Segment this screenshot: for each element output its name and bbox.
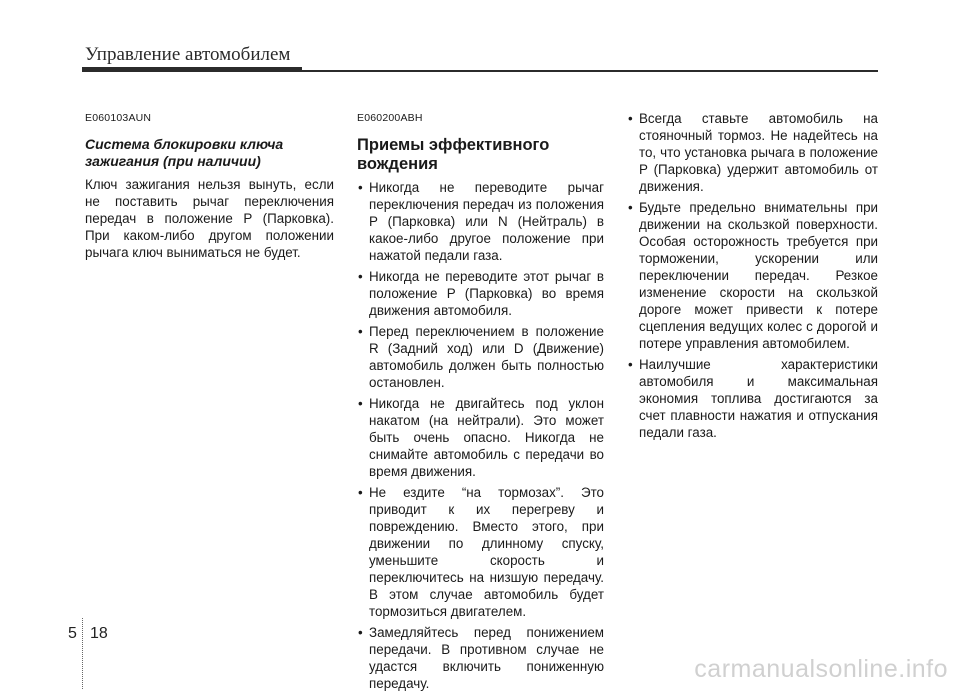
section-heading — [357, 136, 604, 174]
header-rule-thin — [82, 70, 878, 72]
section-paragraph: Ключ зажигания нельзя вынуть, если не поставить рычаг переключения передач в положение P (Парковка). При каком-либо другом положении рычага ключ выниматься не будет. — [85, 177, 334, 260]
list-item: • Наилучшие характеристики автомобиля и максимальная экономия топлива достигаются за счет плавности нажатия и отпускания педали газа. — [627, 356, 878, 441]
section-code: E060200ABH — [357, 112, 423, 124]
page-title: Управление автомобилем — [85, 44, 291, 65]
column-driving-tips — [357, 110, 604, 696]
heading-line-2: вождения — [357, 155, 438, 173]
list-item: • Никогда не переводите рычаг переключения передач из положения P (Парковка) или N (Нейтраль) в какое-либо другое положение при нажатой педали газа. — [357, 179, 604, 264]
list-item: • Замедляйтесь перед понижением передачи. В противном случае не удастся включить пониженную передачу. — [357, 624, 604, 692]
section-code: E060103AUN — [85, 112, 152, 124]
column-ignition-lock — [85, 110, 334, 261]
column-driving-tips-continued — [627, 110, 878, 445]
subheading-line-2: зажигания (при наличии) — [85, 153, 261, 169]
list-item: • Не ездите “на тормозах”. Это приводит к их перегреву и повреждению. Вместо этого, при движении по длинному спуску, уменьшите скорость и переключитесь на низшую передачу. В этом случае автомобиль будет тормозиться двигателем. — [357, 484, 604, 620]
list-item: • Никогда не переводите этот рычаг в положение P (Парковка) во время движения автомобиля. — [357, 268, 604, 319]
page-number: 18 — [90, 625, 108, 642]
tips-list-continued — [627, 110, 878, 441]
list-item: • Никогда не двигайтесь под уклон накатом (на нейтрали). Это может быть очень опасно. Никогда не снимайте автомобиль с передачи во время движения. — [357, 395, 604, 480]
list-item: • Будьте предельно внимательны при движении на скользкой поверхности. Особая осторожность требуется при торможении, ускорении или переключении передач. Резкое изменение скорости на скользкой дороге может привести к потере сцепления ведущих колес с дорогой и потере управления автомобилем. — [627, 199, 878, 352]
tips-list — [357, 179, 604, 692]
section-subheading — [85, 136, 334, 170]
heading-line-1: Приемы эффективного — [357, 136, 550, 154]
watermark: carmanualsonline.info — [694, 655, 948, 683]
list-item: • Всегда ставьте автомобиль на стояночный тормоз. Не надейтесь на то, что установка рычага в положение P (Парковка) удержит автомобиль от движения. — [627, 110, 878, 195]
chapter-number: 5 — [68, 625, 77, 642]
footer-divider — [82, 618, 83, 689]
list-item: • Перед переключением в положение R (Задний ход) или D (Движение) автомобиль должен быть полностью остановлен. — [357, 323, 604, 391]
subheading-line-1: Система блокировки ключа — [85, 136, 284, 152]
